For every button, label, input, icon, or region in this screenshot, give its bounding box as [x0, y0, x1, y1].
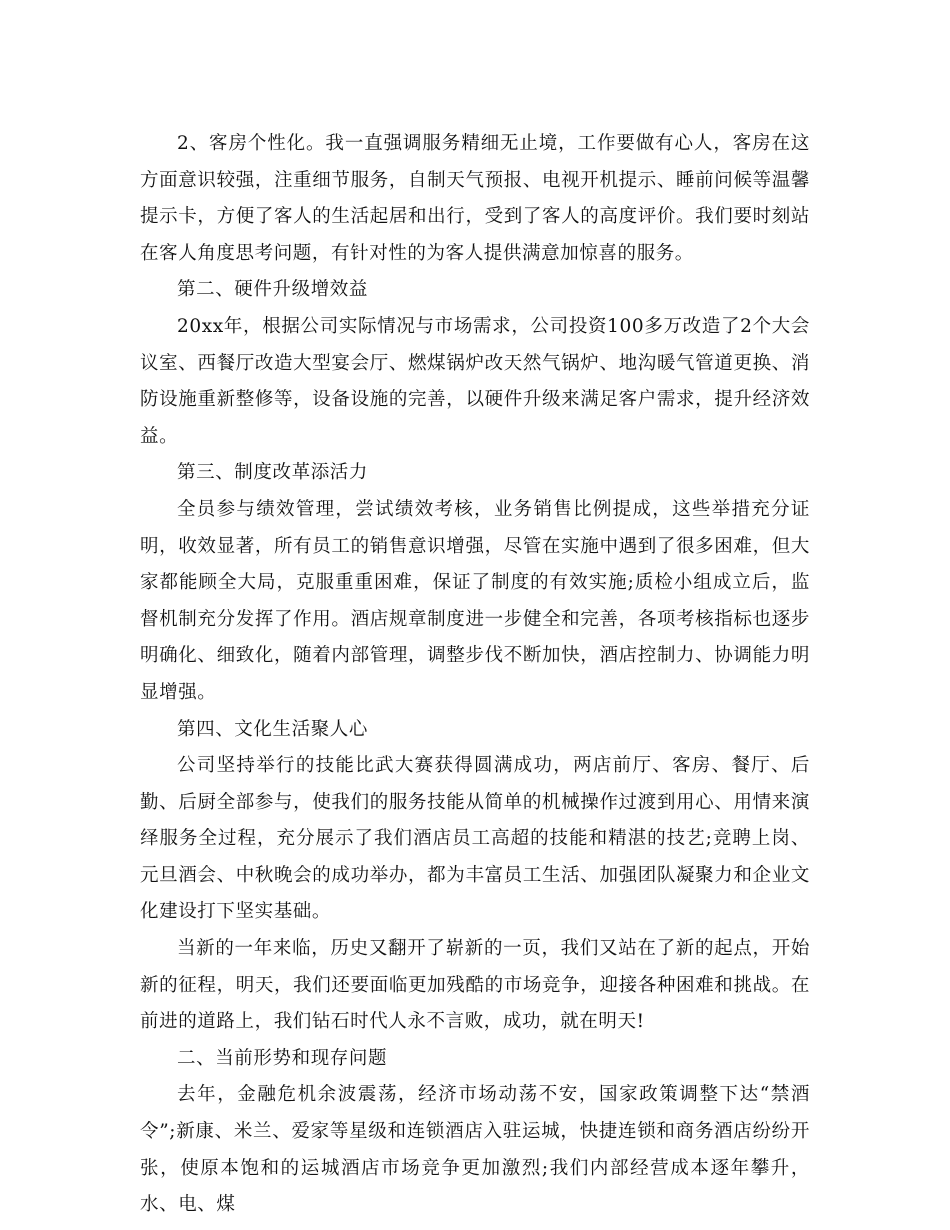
paragraph-current-situation: 去年，金融危机余波震荡，经济市场动荡不安，国家政策调整下达“禁酒令”;新康、米兰、爱家等星级和连锁酒店入驻运城，快捷连锁和商务酒店纷纷开张，使原本饱和的运城酒店市场竞争更加激烈;我们内部经营成本逐年攀升，水、电、煤	[140, 1084, 810, 1216]
heading-system-reform: 第三、制度改革添活力	[177, 462, 369, 484]
paragraph-room-personalization: 2、客房个性化。我一直强调服务精细无止境，工作要做有心人，客房在这方面意识较强，注重细节服务，自制天气预报、电视开机提示、睡前问候等温馨提示卡，方便了客人的生活起居和出行，受到了客人的高度评价。我们要时刻站在客人角度思考问题，有针对性的为客人提供满意加惊喜的服务。	[140, 133, 810, 264]
document-body	[140, 126, 810, 1224]
heading-hardware-upgrade: 第二、硬件升级增效益	[177, 279, 369, 301]
paragraph-new-year: 当新的一年来临，历史又翻开了崭新的一页，我们又站在了新的起点，开始新的征程，明天，我们还要面临更加残酷的市场竞争，迎接各种困难和挑战。在前进的道路上，我们钻石时代人永不言败，成功，就在明天!	[140, 938, 810, 1033]
paragraph-system-reform: 全员参与绩效管理，尝试绩效考核，业务销售比例提成，这些举措充分证明，收效显著，所有员工的销售意识增强，尽管在实施中遇到了很多困难，但大家都能顾全大局，克服重重困难，保证了制度的有效实施;质检小组成立后，监督机制充分发挥了作用。酒店规章制度进一步健全和完善，各项考核指标也逐步明确化、细致化，随着内部管理，调整步伐不断加快，酒店控制力、协调能力明显增强。	[140, 498, 810, 703]
paragraph-cultural-life: 公司坚持举行的技能比武大赛获得圆满成功，两店前厅、客房、餐厅、后勤、后厨全部参与，使我们的服务技能从简单的机械操作过渡到用心、用情来演绎服务全过程，充分展示了我们酒店员工高超的技能和精湛的技艺;竞聘上岗、元旦酒会、中秋晚会的成功举办，都为丰富员工生活、加强团队凝聚力和企业文化建设打下坚实基础。	[140, 755, 810, 923]
heading-current-situation: 二、当前形势和现存问题	[177, 1047, 388, 1069]
heading-cultural-life: 第四、文化生活聚人心	[177, 718, 369, 740]
paragraph-hardware-upgrade: 20xx年，根据公司实际情况与市场需求，公司投资100多万改造了2个大会议室、西餐厅改造大型宴会厅、燃煤锅炉改天然气锅炉、地沟暖气管道更换、消防设施重新整修等，设备设施的完善，以硬件升级来满足客户需求，提升经济效益。	[140, 315, 810, 447]
